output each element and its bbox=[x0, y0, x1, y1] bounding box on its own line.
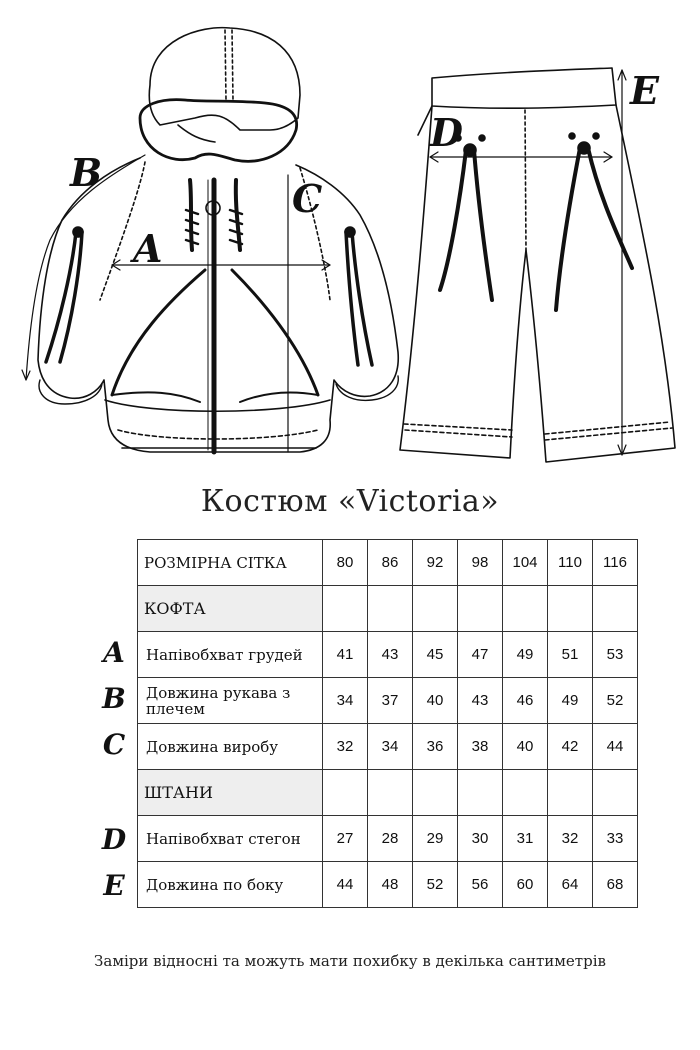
letter-a-marker: A bbox=[133, 226, 163, 271]
row-letter-a: A bbox=[103, 636, 125, 669]
table-cell: 46 bbox=[503, 678, 548, 724]
table-cell: 27 bbox=[323, 816, 368, 862]
table-row bbox=[138, 862, 638, 908]
section-row-pants bbox=[138, 770, 638, 816]
row-letter-b: B bbox=[102, 682, 126, 715]
table-row bbox=[138, 724, 638, 770]
table-cell: 60 bbox=[503, 862, 548, 908]
header-label: РОЗМІРНА СІТКА bbox=[138, 540, 323, 586]
measurement-label: Довжина рукава з плечем bbox=[138, 678, 323, 724]
table-cell: 64 bbox=[548, 862, 593, 908]
measurement-label: Напівобхват грудей bbox=[138, 632, 323, 678]
letter-b-marker: B bbox=[70, 150, 103, 195]
section-row-jacket bbox=[138, 586, 638, 632]
table-cell: 43 bbox=[458, 678, 503, 724]
table-row bbox=[138, 678, 638, 724]
table-cell: 42 bbox=[548, 724, 593, 770]
table-cell: 40 bbox=[503, 724, 548, 770]
size-header: 86 bbox=[368, 540, 413, 586]
row-letter-d: D bbox=[101, 823, 127, 856]
size-header: 98 bbox=[458, 540, 503, 586]
row-letter-c: C bbox=[102, 728, 126, 761]
table-cell: 51 bbox=[548, 632, 593, 678]
table-cell: 49 bbox=[503, 632, 548, 678]
table-cell: 44 bbox=[323, 862, 368, 908]
measurement-note: Заміри відносні та можуть мати похибку в декілька сантиметрів bbox=[94, 952, 606, 970]
size-header: 104 bbox=[503, 540, 548, 586]
table-cell: 47 bbox=[458, 632, 503, 678]
table-cell: 33 bbox=[593, 816, 638, 862]
section-name: КОФТА bbox=[138, 586, 323, 632]
letter-e-marker: E bbox=[630, 68, 659, 113]
size-header: 92 bbox=[413, 540, 458, 586]
table-header-row bbox=[138, 540, 638, 586]
table-cell: 32 bbox=[548, 816, 593, 862]
table-cell: 45 bbox=[413, 632, 458, 678]
size-header: 110 bbox=[548, 540, 593, 586]
table-cell: 68 bbox=[593, 862, 638, 908]
letter-c-marker: C bbox=[292, 176, 323, 221]
table-cell: 52 bbox=[593, 678, 638, 724]
table-row bbox=[138, 816, 638, 862]
size-chart-table bbox=[137, 539, 638, 908]
table-cell: 48 bbox=[368, 862, 413, 908]
table-cell: 36 bbox=[413, 724, 458, 770]
table-cell: 56 bbox=[458, 862, 503, 908]
table-cell: 41 bbox=[323, 632, 368, 678]
table-cell: 52 bbox=[413, 862, 458, 908]
table-cell: 40 bbox=[413, 678, 458, 724]
table-cell: 28 bbox=[368, 816, 413, 862]
table-cell: 37 bbox=[368, 678, 413, 724]
table-cell: 34 bbox=[368, 724, 413, 770]
table-cell: 49 bbox=[548, 678, 593, 724]
table-row bbox=[138, 632, 638, 678]
measurement-label: Довжина виробу bbox=[138, 724, 323, 770]
table-cell: 30 bbox=[458, 816, 503, 862]
section-name: ШТАНИ bbox=[138, 770, 323, 816]
table-cell: 53 bbox=[593, 632, 638, 678]
table-cell: 38 bbox=[458, 724, 503, 770]
table-cell: 34 bbox=[323, 678, 368, 724]
page-title: Костюм «Victoria» bbox=[200, 484, 500, 519]
size-header: 80 bbox=[323, 540, 368, 586]
row-letter-e: E bbox=[103, 869, 125, 902]
table-cell: 29 bbox=[413, 816, 458, 862]
size-header: 116 bbox=[593, 540, 638, 586]
garment-illustration bbox=[0, 0, 700, 480]
measurement-label: Напівобхват стегон bbox=[138, 816, 323, 862]
measurement-label: Довжина по боку bbox=[138, 862, 323, 908]
jacket-drawing bbox=[22, 28, 398, 452]
table-cell: 43 bbox=[368, 632, 413, 678]
letter-d-marker: D bbox=[430, 110, 463, 155]
table-cell: 44 bbox=[593, 724, 638, 770]
table-cell: 31 bbox=[503, 816, 548, 862]
table-cell: 32 bbox=[323, 724, 368, 770]
